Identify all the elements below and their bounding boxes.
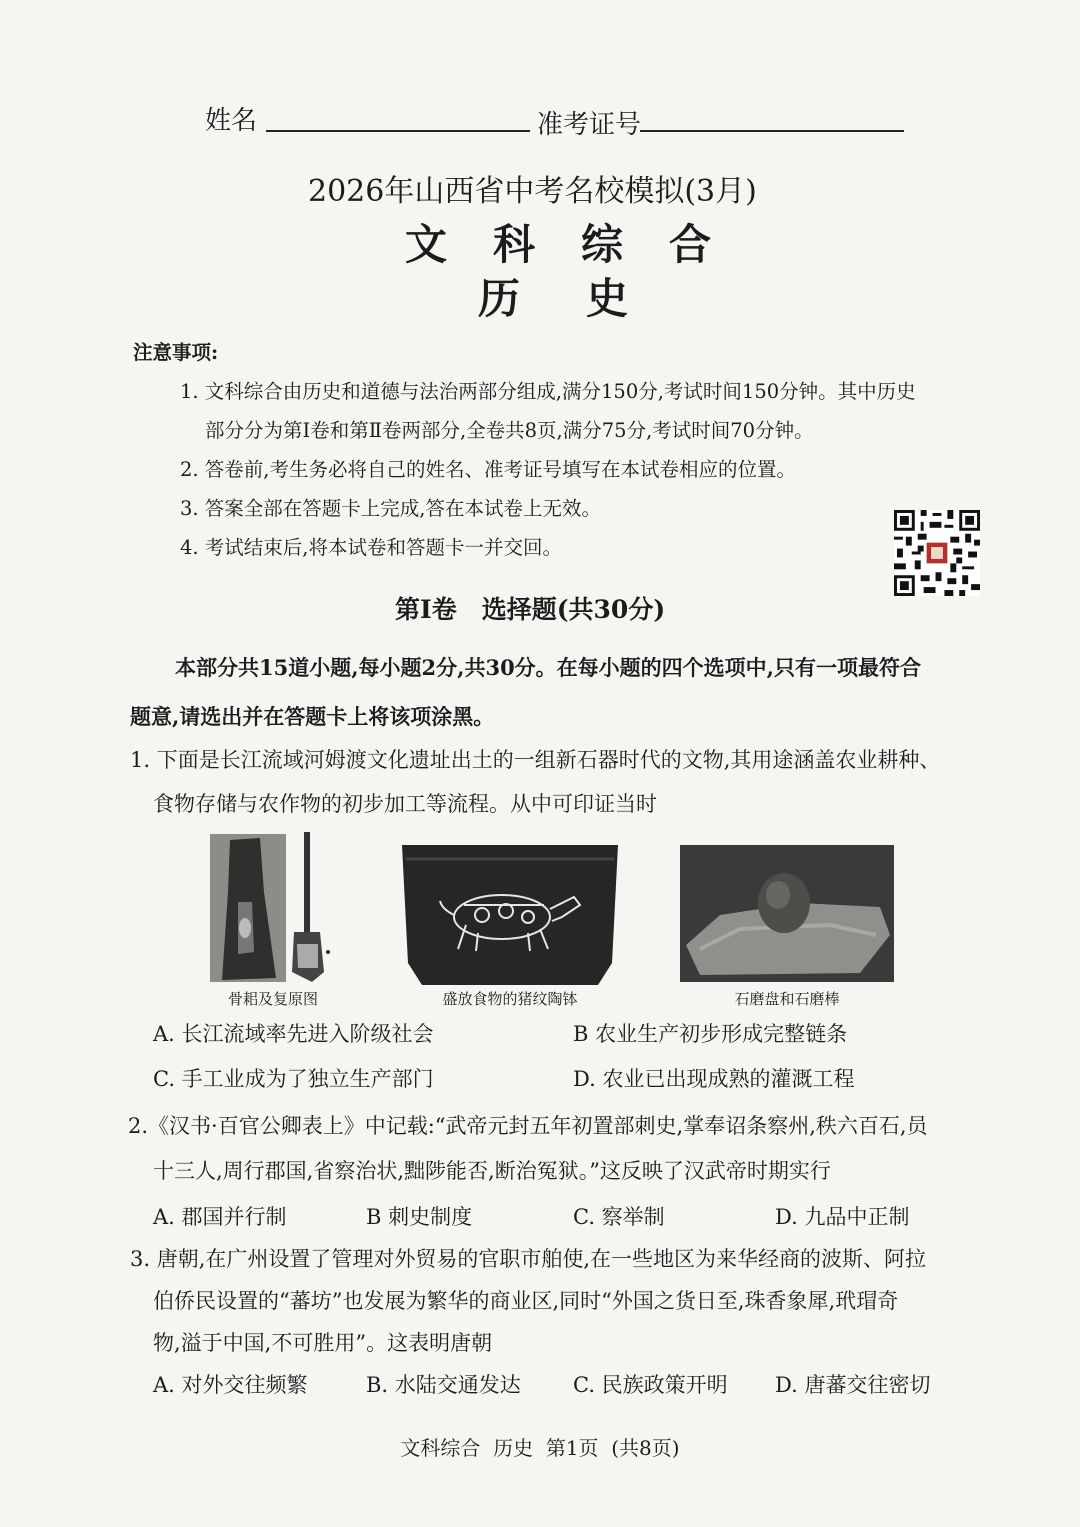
q1-option-d[interactable]: D. 农业已出现成熟的灌溉工程 [573, 1067, 855, 1091]
q2-stem: 2.《汉书·百官公卿表上》中记载:“武帝元封五年初置部刺史,掌奉诏条察州,秩六百石,员 [128, 1114, 928, 1138]
qr-code-icon [894, 510, 980, 596]
q3-option-a[interactable]: A. 对外交往频繁 [153, 1373, 308, 1397]
q1-option-a[interactable]: A. 长江流域率先进入阶级社会 [153, 1022, 434, 1046]
note-item: 2. 答卷前,考生务必将自己的姓名、准考证号填写在本试卷相应的位置。 [180, 458, 797, 481]
notes-heading: 注意事项: [133, 341, 219, 364]
page-footer: 文科综合 历史 第1页 (共8页) [400, 1436, 680, 1460]
section-instruction: 本部分共15道小题,每小题2分,共30分。在每小题的四个选项中,只有一项最符合 [175, 655, 921, 680]
section-instruction: 题意,请选出并在答题卡上将该项涂黑。 [130, 704, 495, 729]
grinding-stone-image [680, 845, 894, 982]
q1-stem: 食物存储与农作物的初步加工等流程。从中可印证当时 [153, 792, 657, 816]
subsubject-title: 历史 [478, 274, 695, 323]
q3-option-d[interactable]: D. 唐蕃交往密切 [775, 1373, 931, 1397]
figure-caption: 骨耜及复原图 [227, 990, 318, 1008]
section-title: 第Ⅰ卷 选择题(共30分) [395, 595, 666, 624]
figure-caption: 石磨盘和石磨棒 [734, 990, 840, 1008]
q2-option-a[interactable]: A. 郡国并行制 [153, 1205, 287, 1229]
q3-stem: 3. 唐朝,在广州设置了管理对外贸易的官职市舶使,在一些地区为来华经商的波斯、阿拉 [130, 1247, 927, 1271]
exam-title: 2026年山西省中考名校模拟(3月) [308, 174, 757, 209]
id-field[interactable] [640, 104, 904, 132]
q1-option-b[interactable]: B 农业生产初步形成完整链条 [573, 1022, 848, 1046]
figure-caption: 盛放食物的猪纹陶钵 [442, 990, 578, 1008]
pig-pottery-bowl-image [402, 845, 618, 985]
name-field[interactable] [266, 104, 530, 132]
q3-stem: 伯侨民设置的“蕃坊”也发展为繁华的商业区,同时“外国之货日至,珠香象犀,玳瑁奇 [153, 1289, 899, 1313]
note-item: 部分分为第Ⅰ卷和第Ⅱ卷两部分,全卷共8页,满分75分,考试时间70分钟。 [205, 419, 814, 442]
id-label: 准考证号 [537, 110, 642, 140]
q2-stem: 十三人,周行郡国,省察治状,黜陟能否,断治冤狱。”这反映了汉武帝时期实行 [153, 1159, 831, 1183]
q2-option-b[interactable]: B 刺史制度 [366, 1205, 473, 1229]
q3-option-b[interactable]: B. 水陆交通发达 [366, 1373, 521, 1397]
q1-stem: 1. 下面是长江流域河姆渡文化遗址出土的一组新石器时代的文物,其用途涵盖农业耕种、 [130, 748, 941, 772]
q2-option-d[interactable]: D. 九品中正制 [775, 1205, 910, 1229]
q1-option-c[interactable]: C. 手工业成为了独立生产部门 [153, 1067, 434, 1091]
note-item: 1. 文科综合由历史和道德与法治两部分组成,满分150分,考试时间150分钟。其中历史 [180, 380, 916, 403]
note-item: 4. 考试结束后,将本试卷和答题卡一并交回。 [180, 536, 563, 559]
q3-stem: 物,溢于中国,不可胜用”。这表明唐朝 [153, 1331, 493, 1355]
q3-option-c[interactable]: C. 民族政策开明 [573, 1373, 728, 1397]
q2-option-c[interactable]: C. 察举制 [573, 1205, 665, 1229]
note-item: 3. 答案全部在答题卡上完成,答在本试卷上无效。 [180, 497, 602, 520]
name-label: 姓名 [205, 106, 258, 136]
subject-title: 文科综合 [405, 220, 758, 269]
bone-spade-image [208, 832, 338, 984]
